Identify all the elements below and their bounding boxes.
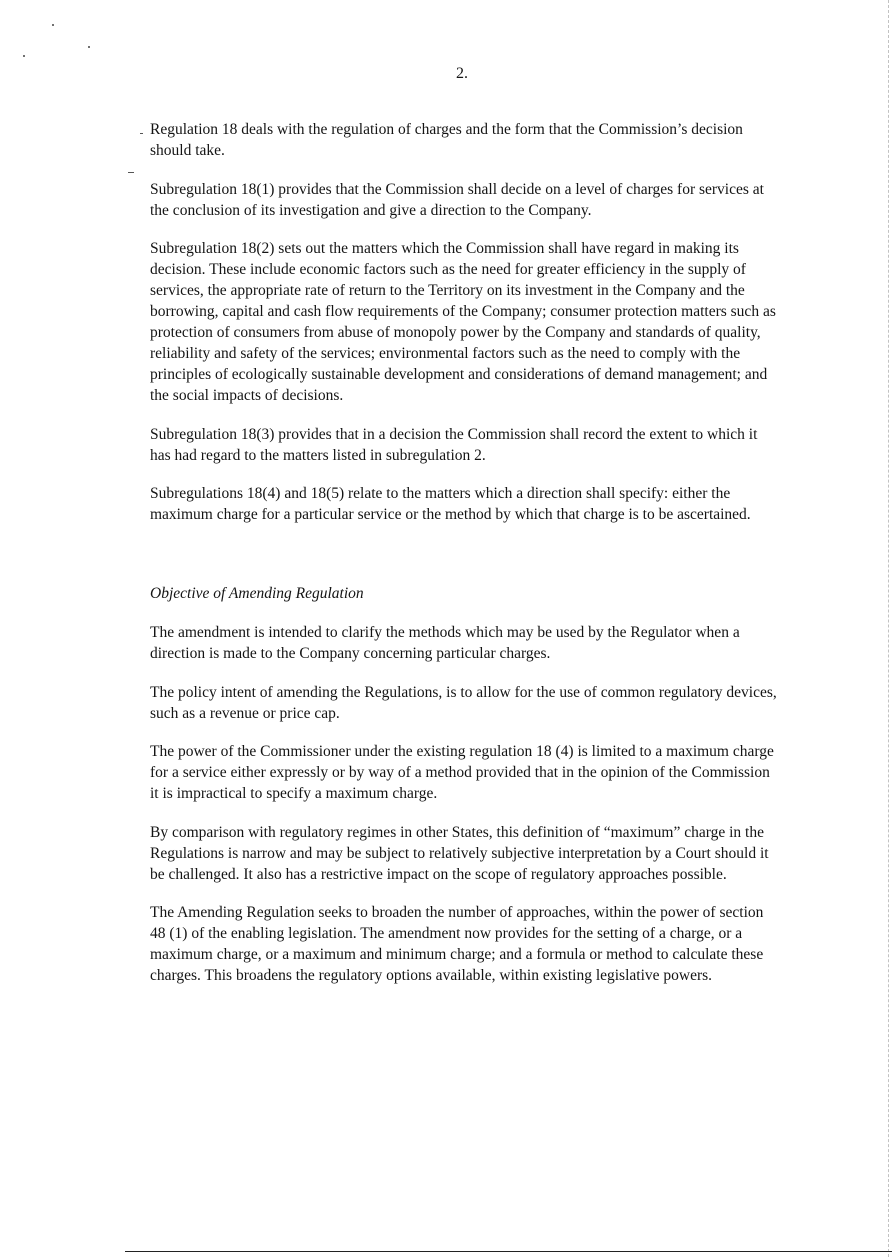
section-heading: Objective of Amending Regulation <box>150 585 364 602</box>
scan-mark <box>128 172 134 173</box>
scan-speck <box>52 24 54 26</box>
paragraph-subregulation-18-3: Subregulation 18(3) provides that in a decision the Commission shall record the extent to which it has had regard to the matters listed in subregulation 2. <box>150 425 758 464</box>
paragraph-amendment-intent: The amendment is intended to clarify the methods which may be used by the Regulator when a direction is made to the Company concerning particular charges. <box>150 624 740 662</box>
paragraph-policy-intent: The policy intent of amending the Regulations, is to allow for the use of common regulatory devices, such as a revenue or price cap. <box>150 683 777 722</box>
scan-edge-line <box>887 0 889 1257</box>
bottom-rule <box>125 1251 892 1252</box>
paragraph-subregulation-18-1: Subregulation 18(1) provides that the Commission shall decide on a level of charges for services at the conclusion of its investigation and give a direction to the Company. <box>150 180 764 219</box>
paragraph-subregulation-18-2: Subregulation 18(2) sets out the matters which the Commission shall have regard in making its decision. These include economic factors such as the need for greater efficiency in the supply of services, the appropriate rate of return to the Territory on its investment in the Company and the borrowing, capital and cash flow requirements of the Company; consumer protection matters such as protection of consumers from abuse of monopoly power by the Company and standards of quality, reliability and safety of the services; environmental factors such as the need to comply with the principles of ecologically sustainable development and considerations of demand management; and the social impacts of decisions. <box>150 240 776 404</box>
paragraph-commissioner-power: The power of the Commissioner under the existing regulation 18 (4) is limited to a maximum charge for a service either expressly or by way of a method provided that in the opinion of the Commission it is impractical to specify a maximum charge. <box>150 743 774 802</box>
document-body <box>150 119 778 1004</box>
paragraph-comparison: By comparison with regulatory regimes in other States, this definition of “maximum” charge in the Regulations is narrow and may be subject to relatively subjective interpretation by a Court should it be challenged. It also has a restrictive impact on the scope of regulatory approaches possible. <box>150 823 769 883</box>
scan-mark <box>140 133 143 134</box>
paragraph-broaden-approaches: The Amending Regulation seeks to broaden the number of approaches, within the power of section 48 (1) of the enabling legislation. The amendment now provides for the setting of a charge, or a maximum charge, or a maximum and minimum charge; and a formula or method to calculate these charges. This broadens the regulatory options available, within existing legislative powers. <box>150 904 764 984</box>
scan-speck <box>88 46 90 48</box>
page-number: 2. <box>456 65 468 82</box>
scan-speck <box>23 55 25 57</box>
paragraph-regulation-18: Regulation 18 deals with the regulation of charges and the form that the Commission’s decision should take. <box>150 121 743 159</box>
paragraph-subregulations-18-4-5: Subregulations 18(4) and 18(5) relate to the matters which a direction shall specify: either the maximum charge for a particular service or the method by which that charge is to be ascertained. <box>150 485 751 523</box>
